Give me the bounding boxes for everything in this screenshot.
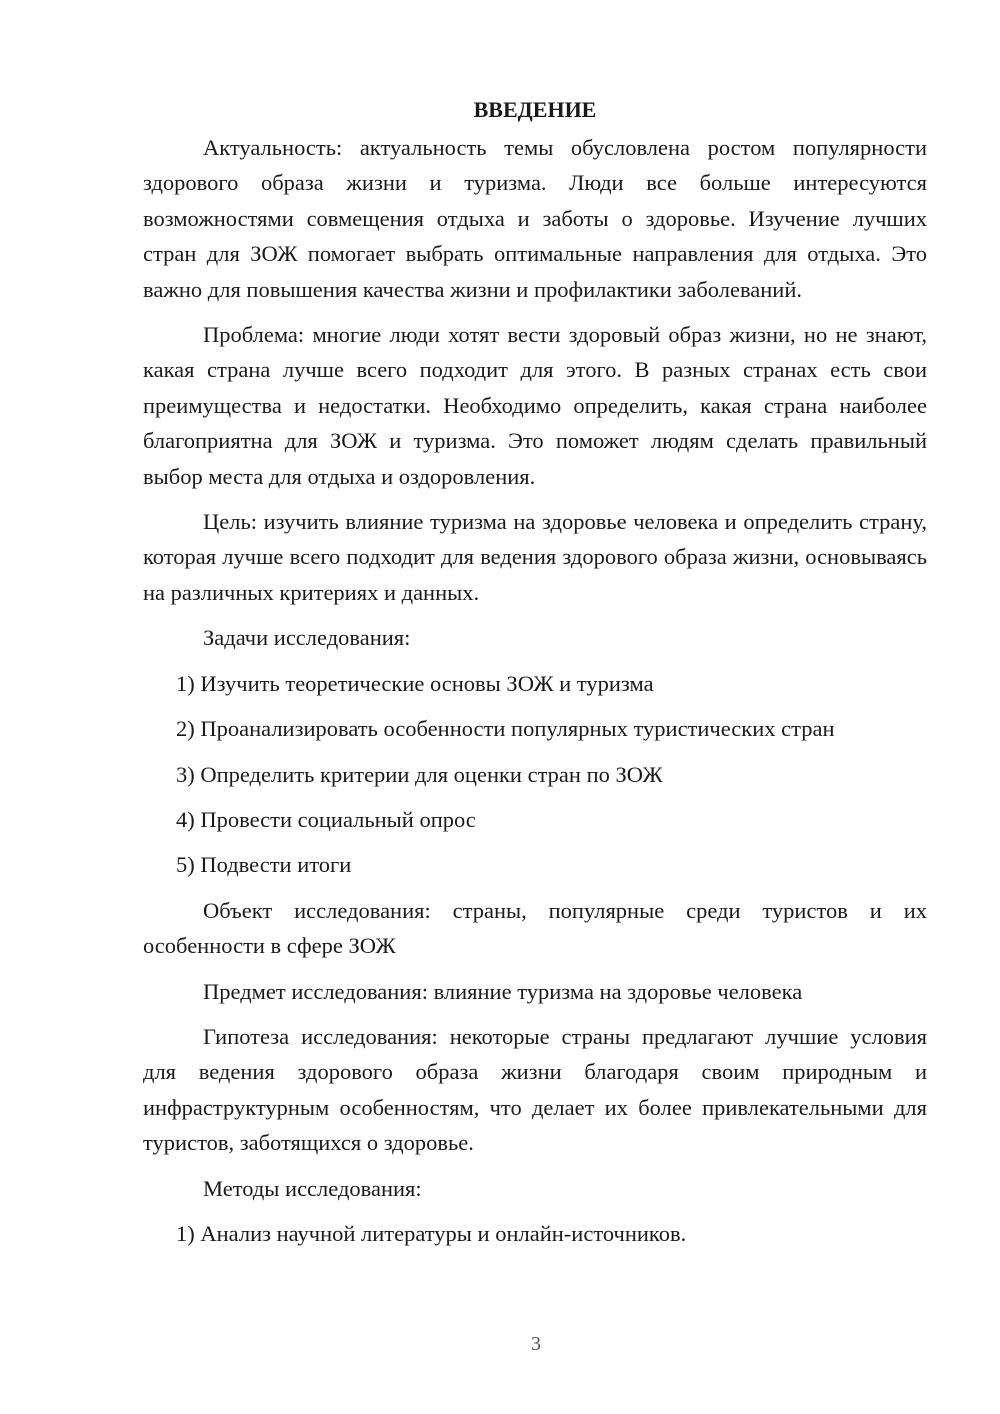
list-item: 1) Изучить теоретические основы ЗОЖ и туризма xyxy=(176,670,654,696)
methods-title: Методы исследования: xyxy=(203,1175,422,1201)
list-item: 5) Подвести итоги xyxy=(176,852,352,878)
list-item: 2) Проанализировать особенности популярных туристических стран xyxy=(176,716,835,742)
list-item: 3) Определить критерии для оценки стран по ЗОЖ xyxy=(176,761,663,787)
section-heading: ВВЕДЕНИЕ xyxy=(473,97,597,122)
page-number: 3 xyxy=(531,1333,541,1355)
subject-paragraph: Предмет исследования: влияние туризма на здоровье человека xyxy=(203,978,803,1004)
hypothesis-paragraph: Гипотеза исследования: некоторые страны предлагают лучшие условия для ведения здорового образа жизни благодаря своим природным и инфраструктурным особенностям, что делает их более привлекательными для туристов, заботящихся о здоровье. xyxy=(143,1023,927,1156)
relevance-paragraph: Актуальность: актуальность темы обусловлена ростом популярности здорового образа жизни и туризма. Люди все больше интересуются возможностями совмещения отдыха и заботы о здоровье. Изучение лучших стран для ЗОЖ помогает выбрать оптимальные направления для отдыха. Это важно для повышения качества жизни и профилактики заболеваний. xyxy=(143,135,927,302)
tasks-title: Задачи исследования: xyxy=(203,625,411,651)
problem-paragraph: Проблема: многие люди хотят вести здоровый образ жизни, но не знают, какая страна лучше всего подходит для этого. В разных странах есть свои преимущества и недостатки. Необходимо определить, какая страна наиболее благоприятна для ЗОЖ и туризма. Это поможет людям сделать правильный выбор места для отдыха и оздоровления. xyxy=(143,322,927,489)
methods-list xyxy=(143,1216,927,1251)
list-item: 4) Провести социальный опрос xyxy=(176,806,476,832)
list-item: 1) Анализ научной литературы и онлайн-источников. xyxy=(176,1220,687,1246)
goal-paragraph: Цель: изучить влияние туризма на здоровье человека и определить страну, которая лучше всего подходит для ведения здорового образа жизни, основываясь на различных критериях и данных. xyxy=(143,509,927,605)
object-paragraph: Объект исследования: страны, популярные среди туристов и их особенности в сфере ЗОЖ xyxy=(143,897,927,959)
document-page xyxy=(143,92,927,1261)
tasks-list xyxy=(143,666,927,883)
